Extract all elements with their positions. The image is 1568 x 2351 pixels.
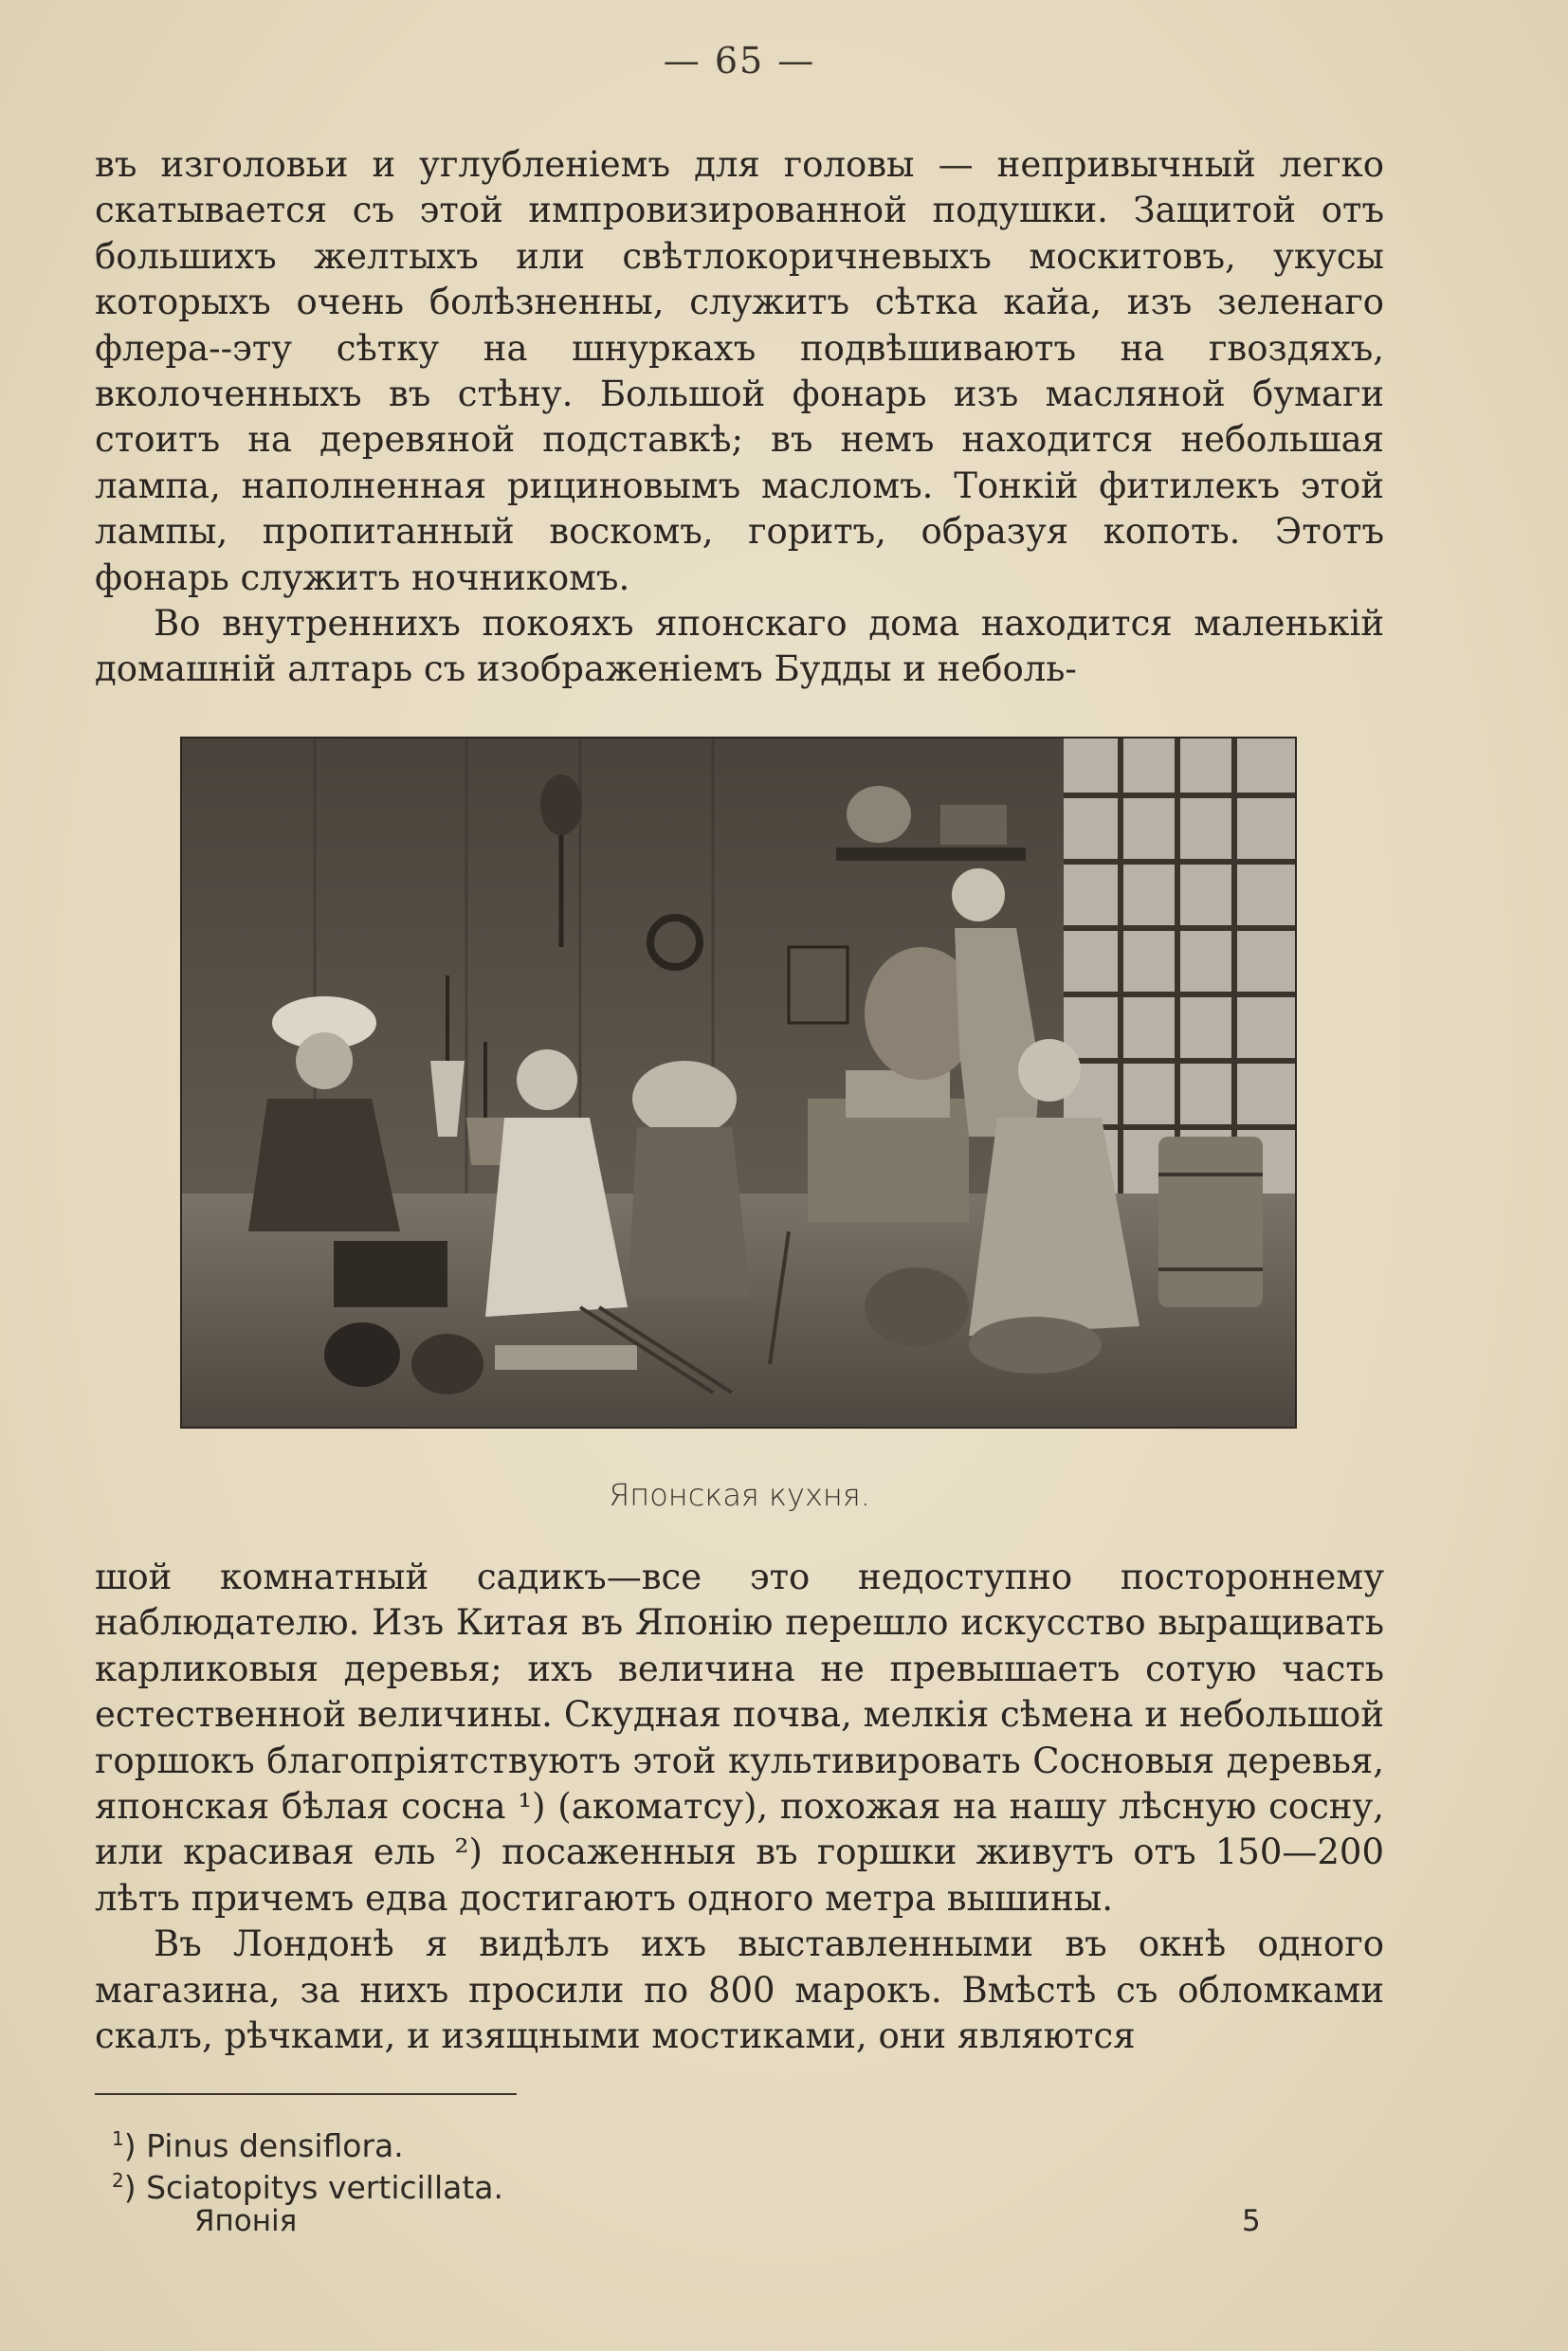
footnote-text: ) Sciatopitys verticillata. [123,2169,504,2206]
footnote-divider [95,2093,517,2095]
paragraph: въ изголовьи и углубленіемъ для головы — непривычный легко скатывается съ этой импровизированной подушки. Защитой отъ большихъ желтыхъ или свѣтлокоричневыхъ москитовъ, укусы которыхъ очень болѣзненны, служитъ сѣтка кайа, изъ зеленаго флера--эту сѣтку на шнуркахъ подвѣшиваютъ на гвоздяхъ, вколоченныхъ въ стѣну. Большой фонарь изъ масляной бумаги стоитъ на деревяной подставкѣ; въ немъ находится небольшая лампа, наполненная рициновымъ масломъ. Тонкій фитилекъ этой лампы, пропитанный воскомъ, горитъ, образуя копоть. Этотъ фонарь служитъ ночникомъ. [95,144,1384,598]
footnote-text: ) Pinus densiflora. [123,2127,404,2164]
footnotes [112,2122,503,2205]
sheet-number: 5 [1242,2204,1261,2238]
footnote [112,2163,503,2205]
bottom-text-block [95,1555,1384,2059]
footnote-mark: 1 [112,2127,124,2150]
footnote-mark: 2 [112,2169,124,2192]
kitchen-illustration [180,737,1297,1429]
figure-caption: Японская кухня. [609,1477,870,1513]
paragraph: Во внутреннихъ покояхъ японскаго дома находится маленькій домашній алтарь съ изображеніемъ Будды и неболь- [95,603,1384,690]
top-text-block [95,142,1384,693]
kitchen-illustration-drawing [182,738,1295,1427]
page-number: — 65 — [663,40,816,82]
paragraph: Въ Лондонѣ я видѣлъ ихъ выставленными въ окнѣ одного магазина, за нихъ просили по 800 марокъ. Вмѣстѣ съ обломками скалъ, рѣчками, и изящными мостиками, они являются [95,1923,1384,2057]
paragraph: шой комнатный садикъ—все это недоступно постороннему наблюдателю. Изъ Китая въ Японію перешло искусство выращивать карликовыя деревья; ихъ величина не превышаетъ сотую часть естественной величины. Скудная почва, мелкія сѣмена и небольшой горшокъ благопріятствуютъ этой культивировать Сосновыя деревья, японская бѣлая сосна ¹) (акоматсу), похожая на нашу лѣсную сосну, или красивая ель ²) посаженныя въ горшки живутъ отъ 150—200 лѣтъ причемъ едва достигаютъ одного метра вышины. [95,1557,1384,1919]
printer-signature: Японія [194,2204,298,2238]
footnote [112,2122,503,2163]
